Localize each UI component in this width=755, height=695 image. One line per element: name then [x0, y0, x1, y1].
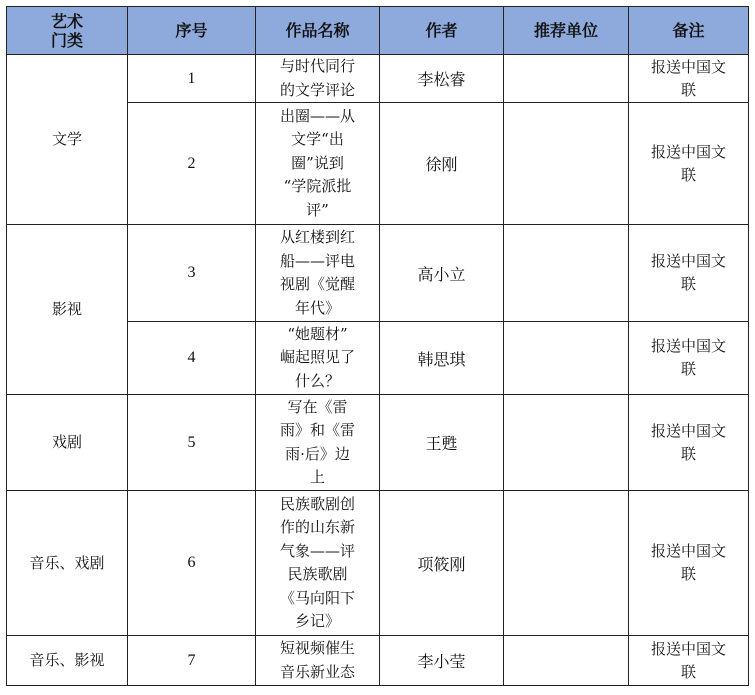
author-cell: 项筱刚 — [380, 491, 504, 636]
title-cell: 从红楼到红 船——评电 视剧《觉醒 年代》 — [256, 225, 380, 322]
remark-cell: 报送中国文 联 — [629, 322, 749, 395]
number-cell: 2 — [128, 103, 256, 225]
table-row — [7, 55, 749, 103]
unit-cell — [504, 491, 629, 636]
remark-cell: 报送中国文 联 — [629, 491, 749, 636]
remark-cell: 报送中国文 联 — [629, 636, 749, 686]
table-row — [7, 225, 749, 322]
header-unit: 推荐单位 — [504, 7, 629, 55]
author-cell: 韩思琪 — [380, 322, 504, 395]
unit-cell — [504, 322, 629, 395]
table-row — [7, 636, 749, 686]
remark-cell: 报送中国文 联 — [629, 225, 749, 322]
category-cell: 音乐、影视 — [7, 636, 128, 686]
table-row — [7, 491, 749, 636]
unit-cell — [504, 103, 629, 225]
author-cell: 高小立 — [380, 225, 504, 322]
category-cell: 戏剧 — [7, 395, 128, 491]
unit-cell — [504, 395, 629, 491]
header-category: 艺术 门类 — [7, 7, 128, 55]
title-cell: 短视频催生 音乐新业态 — [256, 636, 380, 686]
header-number: 序号 — [128, 7, 256, 55]
table-row — [7, 395, 749, 491]
author-cell: 徐刚 — [380, 103, 504, 225]
number-cell: 1 — [128, 55, 256, 103]
header-row — [7, 7, 749, 55]
title-cell: 写在《雷 雨》和《雷 雨·后》边 上 — [256, 395, 380, 491]
author-cell: 李松睿 — [380, 55, 504, 103]
header-remark: 备注 — [629, 7, 749, 55]
number-cell: 4 — [128, 322, 256, 395]
number-cell: 3 — [128, 225, 256, 322]
number-cell: 7 — [128, 636, 256, 686]
category-cell: 文学 — [7, 55, 128, 225]
header-title: 作品名称 — [256, 7, 380, 55]
title-cell: “她题材” 崛起照见了 什么？ — [256, 322, 380, 395]
works-table — [6, 6, 749, 686]
remark-cell: 报送中国文 联 — [629, 395, 749, 491]
remark-cell: 报送中国文 联 — [629, 103, 749, 225]
title-cell: 民族歌剧创 作的山东新 气象——评 民族歌剧 《马向阳下 乡记》 — [256, 491, 380, 636]
header-author: 作者 — [380, 7, 504, 55]
unit-cell — [504, 55, 629, 103]
number-cell: 5 — [128, 395, 256, 491]
unit-cell — [504, 225, 629, 322]
category-cell: 音乐、戏剧 — [7, 491, 128, 636]
title-cell: 与时代同行 的文学评论 — [256, 55, 380, 103]
unit-cell — [504, 636, 629, 686]
author-cell: 李小莹 — [380, 636, 504, 686]
number-cell: 6 — [128, 491, 256, 636]
title-cell: 出圈——从 文学“出 圈”说到 “学院派批 评” — [256, 103, 380, 225]
remark-cell: 报送中国文 联 — [629, 55, 749, 103]
author-cell: 王甦 — [380, 395, 504, 491]
category-cell: 影视 — [7, 225, 128, 395]
